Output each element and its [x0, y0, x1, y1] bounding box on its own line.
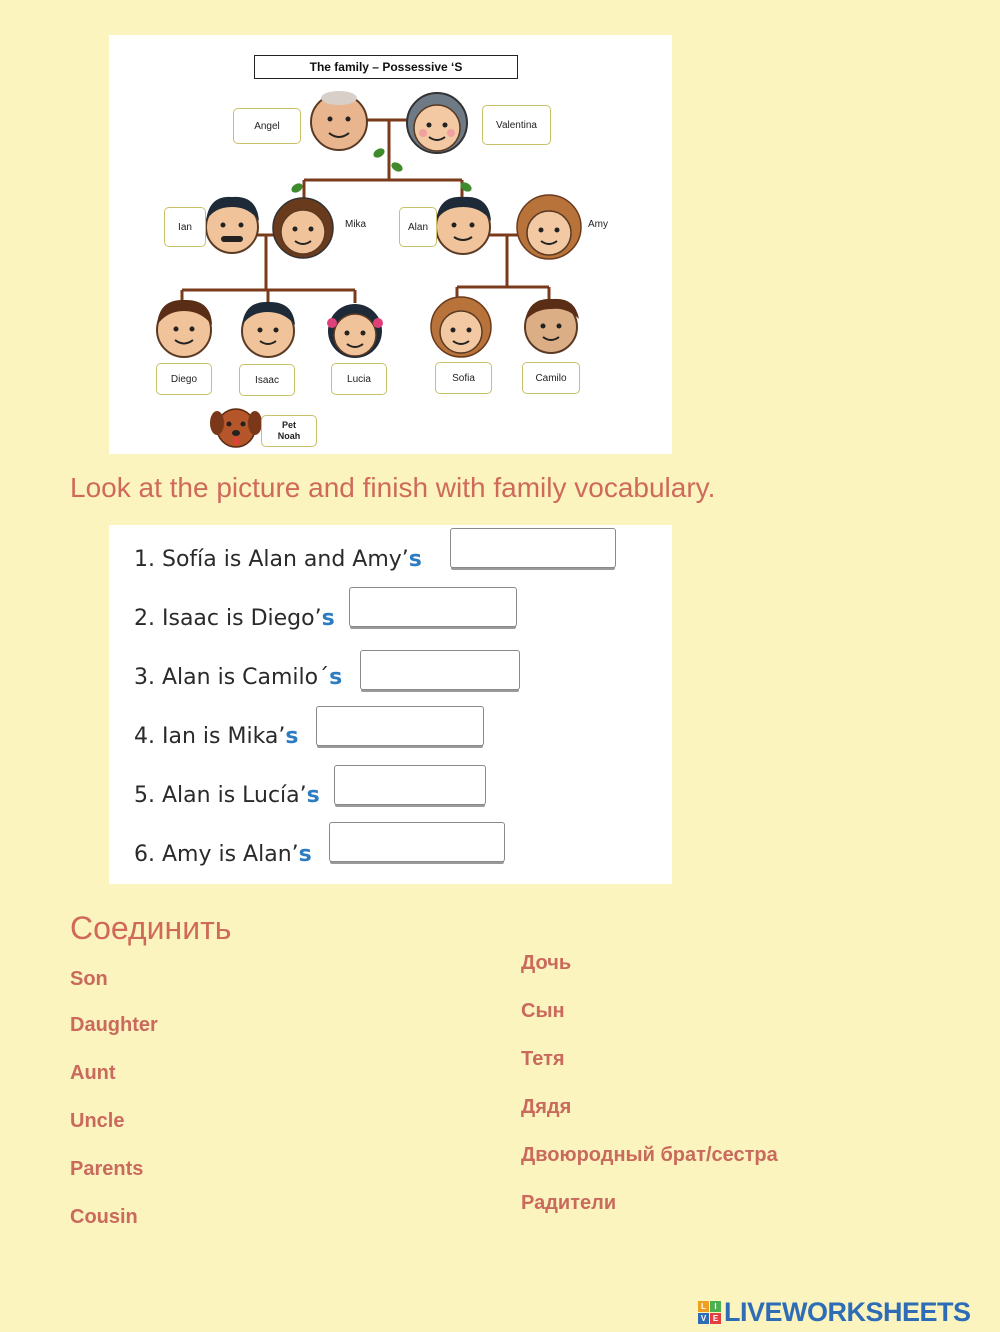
name-label-angel: Angel [233, 108, 301, 144]
name-label-pet [261, 415, 317, 447]
answer-input-2[interactable] [349, 587, 517, 627]
question-3 [134, 660, 342, 694]
question-5 [134, 778, 320, 812]
instruction-text: Look at the picture and finish with family vocabulary. [70, 472, 716, 503]
family-tree-image [109, 35, 672, 454]
question-1-number: 1. [134, 546, 155, 572]
name-label-camilo: Camilo [522, 362, 580, 394]
liveworksheets-logo[interactable] [698, 1296, 971, 1328]
question-2-number: 2. [134, 605, 155, 631]
match-left-parents[interactable]: Parents [70, 1158, 144, 1180]
face-amy-icon [517, 195, 581, 259]
face-alan-icon [436, 197, 491, 254]
name-label-mika: Mika [345, 219, 367, 230]
face-ian-icon [206, 197, 259, 253]
question-4-number: 4. [134, 723, 155, 749]
match-right-doch[interactable]: Дочь [521, 952, 572, 974]
name-label-lucia: Lucia [331, 363, 387, 395]
match-right-parents[interactable]: Радители [521, 1192, 617, 1214]
question-2 [134, 601, 335, 635]
question-5-number: 5. [134, 782, 155, 808]
answer-input-1[interactable] [450, 528, 616, 568]
name-label-valentina: Valentina [482, 105, 551, 145]
match-right-dyadya[interactable]: Дядя [521, 1096, 572, 1118]
match-right-syn[interactable]: Сын [521, 1000, 565, 1022]
question-6 [134, 837, 312, 871]
match-left-uncle[interactable]: Uncle [70, 1110, 125, 1132]
question-1-text: Sofía is Alan and Amy’ [162, 546, 409, 572]
question-3-text: Alan is Camilo´ [162, 664, 330, 690]
logo-letter-l: L [698, 1301, 709, 1312]
match-right-tetya[interactable]: Тетя [521, 1048, 565, 1070]
question-6-number: 6. [134, 841, 155, 867]
face-mika-icon [273, 198, 333, 258]
name-label-alan: Alan [399, 207, 437, 247]
question-1-suffix: s [408, 546, 422, 572]
pet-label-line2: Noah [277, 431, 301, 441]
name-label-amy: Amy [588, 219, 608, 230]
face-pet-noah-icon [210, 409, 262, 447]
face-angel-icon [311, 91, 367, 150]
question-6-suffix: s [298, 841, 312, 867]
logo-letter-e: E [710, 1313, 721, 1324]
question-2-suffix: s [321, 605, 335, 631]
match-left-cousin[interactable]: Cousin [70, 1206, 138, 1228]
question-6-text: Amy is Alan’ [162, 841, 299, 867]
question-4-text: Ian is Mika’ [162, 723, 286, 749]
face-camilo-icon [525, 299, 579, 353]
name-label-diego: Diego [156, 363, 212, 395]
match-left-daughter[interactable]: Daughter [70, 1014, 158, 1036]
logo-letter-i: I [710, 1301, 721, 1312]
answer-input-6[interactable] [329, 822, 505, 862]
match-left-son[interactable]: Son [70, 968, 108, 990]
question-2-text: Isaac is Diego’ [162, 605, 322, 631]
question-5-suffix: s [306, 782, 320, 808]
tree-title: The family – Possessive ‘S [254, 55, 518, 79]
liveworksheets-logo-icon [698, 1301, 721, 1324]
name-label-ian: Ian [164, 207, 206, 247]
logo-letter-v: V [698, 1313, 709, 1324]
name-label-sofia: Sofia [435, 362, 492, 394]
match-section-title: Соединить [70, 910, 232, 946]
name-label-isaac: Isaac [239, 364, 295, 396]
answer-input-3[interactable] [360, 650, 520, 690]
question-1 [134, 542, 422, 576]
face-valentina-icon [407, 93, 467, 153]
match-right-cousin[interactable]: Двоюродный брат/сестра [521, 1144, 778, 1166]
exercise-panel [109, 525, 672, 884]
face-sofia-icon [431, 297, 491, 357]
question-3-number: 3. [134, 664, 155, 690]
match-left-aunt[interactable]: Aunt [70, 1062, 116, 1084]
face-isaac-icon [242, 302, 295, 357]
face-lucia-icon [327, 304, 383, 358]
liveworksheets-logo-text: LIVEWORKSHEETS [724, 1296, 971, 1327]
face-diego-icon [157, 300, 212, 357]
question-5-text: Alan is Lucía’ [162, 782, 307, 808]
question-4-suffix: s [285, 723, 299, 749]
question-4 [134, 719, 299, 753]
answer-input-5[interactable] [334, 765, 486, 805]
answer-input-4[interactable] [316, 706, 484, 746]
pet-label-line1: Pet [281, 420, 296, 430]
question-3-suffix: s [329, 664, 343, 690]
